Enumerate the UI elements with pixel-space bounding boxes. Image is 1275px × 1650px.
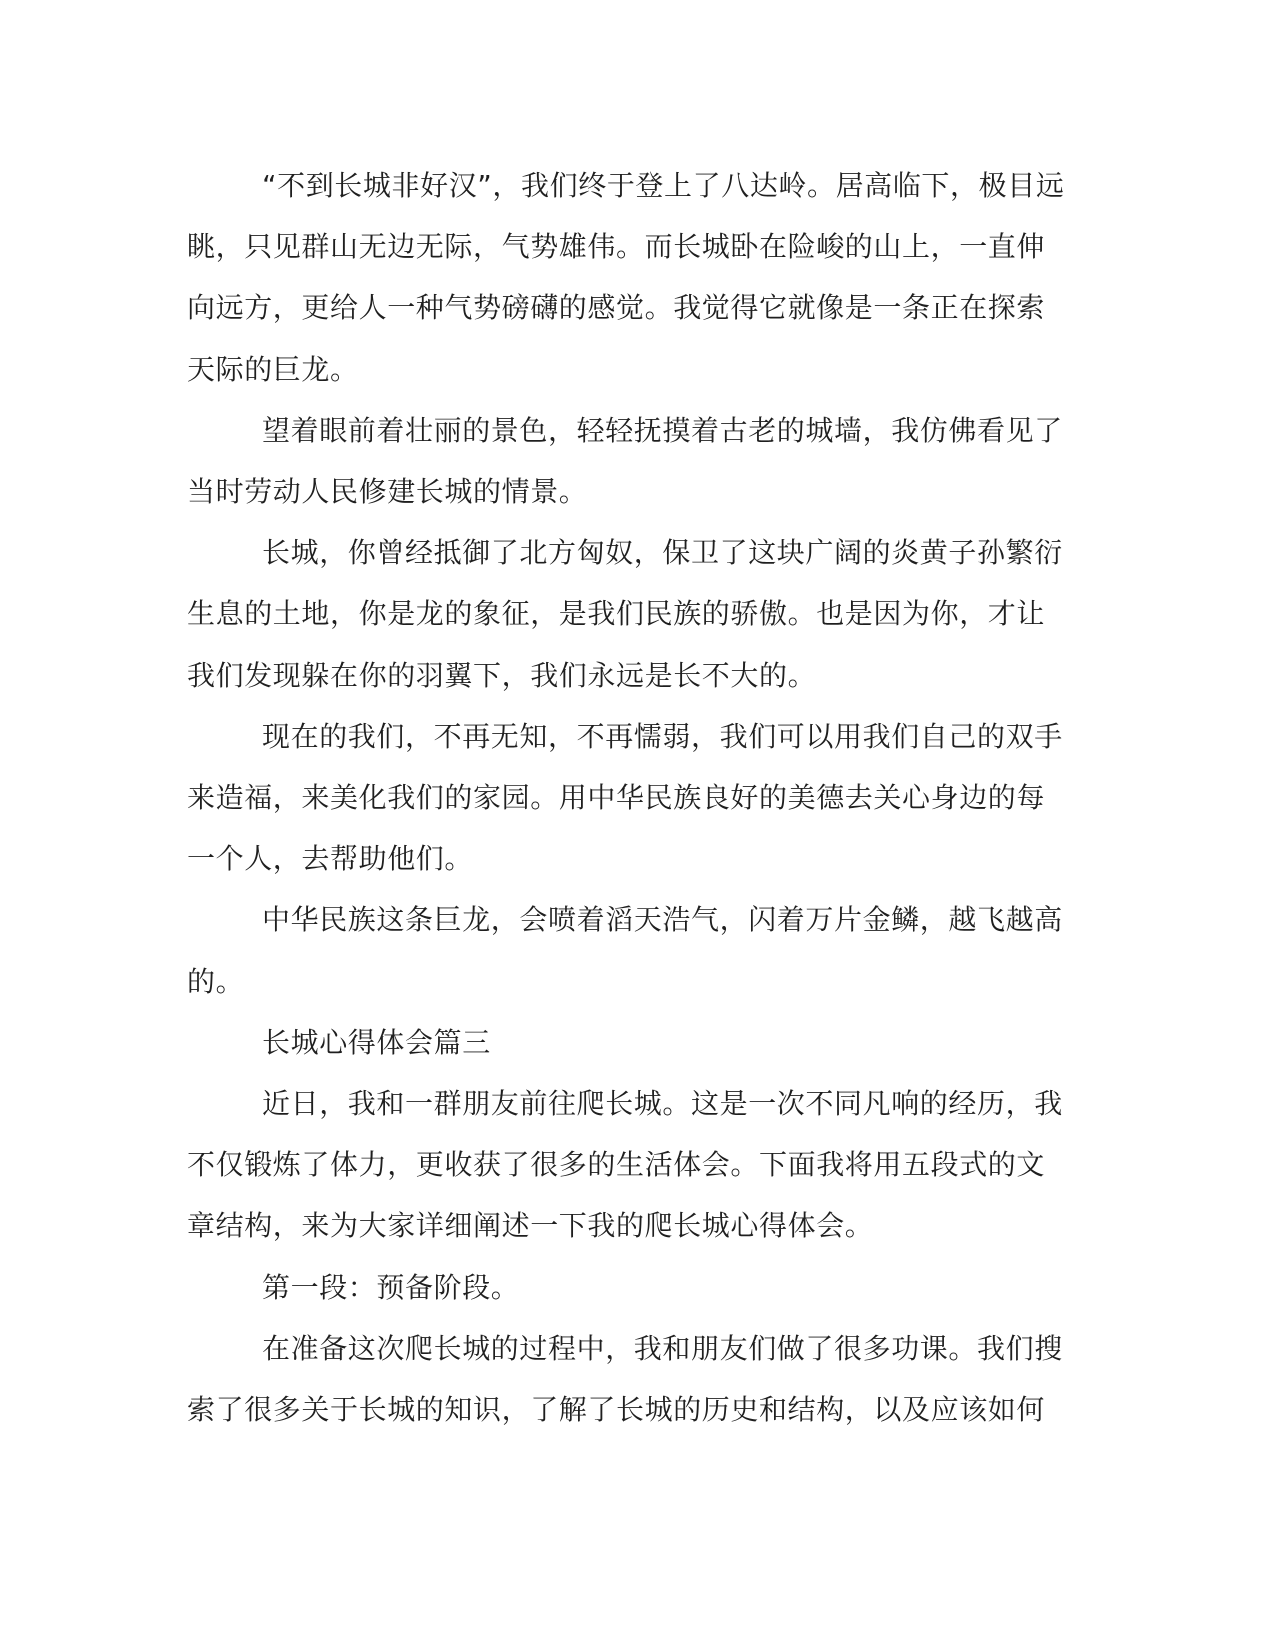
paragraph-ancient-wall: 望着眼前着壮丽的景色，轻轻抚摸着古老的城墙，我仿佛看见了 当时劳动人民修建长城的情景。 <box>187 413 1063 509</box>
document-body <box>187 155 1067 1440</box>
paragraph-intro: 近日，我和一群朋友前往爬长城。这是一次不同凡响的经历，我 不仅锻炼了体力，更收获了很多的生活体会。下面我将用五段式的文 章结构，来为大家详细阐述一下我的爬长城心得体会。 <box>187 1087 1063 1243</box>
paragraph-preparation: 在准备这次爬长城的过程中，我和朋友们做了很多功课。我们搜 索了很多关于长城的知识，了解了长城的历史和结构，以及应该如何 <box>187 1331 1063 1427</box>
paragraph-present-day: 现在的我们，不再无知，不再懦弱，我们可以用我们自己的双手 来造福，来美化我们的家园。用中华民族良好的美德去关心身边的每 一个人，去帮助他们。 <box>187 719 1063 876</box>
paragraph-dragon: 中华民族这条巨龙，会喷着滔天浩气，闪着万片金鳞，越飞越高 的。 <box>187 903 1063 998</box>
subsection-heading: 第一段：预备阶段。 <box>262 1270 520 1304</box>
paragraph-great-wall-address: 长城，你曾经抵御了北方匈奴，保卫了这块广阔的炎黄子孙繁衍 生息的土地，你是龙的象征，是我们民族的骄傲。也是因为你，才让 我们发现躲在你的羽翼下，我们永远是长不大的。 <box>187 536 1063 692</box>
paragraph-badaling: “不到长城非好汉”，我们终于登上了八达岭。居高临下，极目远 眺，只见群山无边无际，气势雄伟。而长城卧在险峻的山上，一直伸 向远方，更给人一种气势磅礴的感觉。我觉得它就像是一条正在探索 天际的巨龙。 <box>187 169 1065 386</box>
section-heading: 长城心得体会篇三 <box>262 1025 491 1059</box>
